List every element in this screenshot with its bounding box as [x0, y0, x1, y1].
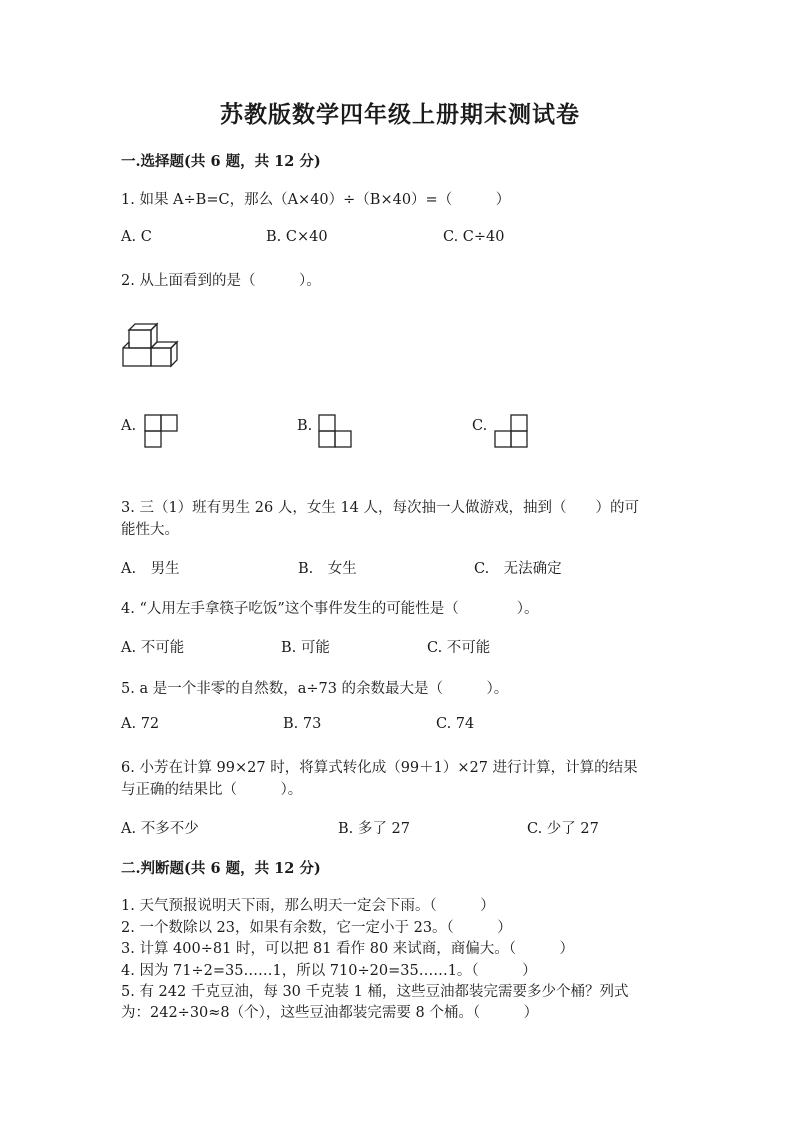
- cube-stack-figure: [120, 322, 182, 368]
- view-option-c-figure: [494, 414, 528, 448]
- judgement-item: 5. 有 242 千克豆油，每 30 千克装 1 桶，这些豆油都装完需要多少个桶？列式: [121, 984, 629, 1000]
- q5-option-a: A. 72: [121, 716, 160, 732]
- q2-option-a: A.: [121, 418, 137, 434]
- q1-option-a: A. C: [121, 229, 152, 245]
- question-4: 4. “人用左手拿筷子吃饭”这个事件发生的可能性是（ ）。: [121, 601, 539, 617]
- q6-option-b: B. 多了 27: [338, 821, 410, 837]
- judgement-item: 1. 天气预报说明天下雨，那么明天一定会下雨。（ ）: [121, 898, 495, 914]
- q1-option-c: C. C÷40: [443, 229, 505, 245]
- judgement-item: 3. 计算 400÷81 时，可以把 81 看作 80 来试商，商偏大。（ ）: [121, 941, 575, 957]
- q2-option-c: C.: [472, 418, 488, 434]
- q4-option-c: C. 不可能: [427, 640, 491, 656]
- q1-option-b: B. C×40: [266, 229, 328, 245]
- judgement-item-continuation: 为：242÷30≈8（个），这些豆油都装完需要 8 个桶。（ ）: [121, 1005, 539, 1021]
- page-title: 苏教版数学四年级上册期末测试卷: [220, 101, 580, 128]
- q6-option-c: C. 少了 27: [527, 821, 599, 837]
- q3-option-b: B. 女生: [298, 561, 357, 577]
- judgement-item: 4. 因为 71÷2=35……1，所以 710÷20=35……1。（ ）: [121, 963, 537, 979]
- question-3-line1: 3. 三（1）班有男生 26 人，女生 14 人，每次抽一人做游戏，抽到（ ）的可: [121, 500, 640, 516]
- view-option-b-figure: [318, 414, 352, 448]
- question-5: 5. a 是一个非零的自然数，a÷73 的余数最大是（ ）。: [121, 681, 509, 697]
- question-3-line2: 能性大。: [121, 522, 179, 538]
- q4-option-a: A. 不可能: [121, 640, 185, 656]
- q5-option-c: C. 74: [436, 716, 475, 732]
- section-heading-judgement: 二.判断题(共 6 题，共 12 分): [121, 860, 321, 877]
- section-heading-choice: 一.选择题(共 6 题，共 12 分): [121, 153, 321, 170]
- q6-option-a: A. 不多不少: [121, 821, 199, 837]
- question-1: 1. 如果 A÷B=C，那么（A×40）÷（B×40）=（ ）: [121, 192, 511, 208]
- q2-option-b: B.: [297, 418, 313, 434]
- judgement-item: 2. 一个数除以 23，如果有余数，它一定小于 23。（ ）: [121, 920, 512, 936]
- q5-option-b: B. 73: [283, 716, 322, 732]
- q3-option-a: A. 男生: [121, 561, 180, 577]
- question-2: 2. 从上面看到的是（ ）。: [121, 273, 321, 289]
- view-option-a-figure: [144, 414, 178, 448]
- question-6-line2: 与正确的结果比（ ）。: [121, 782, 303, 798]
- question-6-line1: 6. 小芳在计算 99×27 时，将算式转化成（99＋1）×27 进行计算，计算的结果: [121, 760, 638, 776]
- q3-option-c: C. 无法确定: [474, 561, 562, 577]
- q4-option-b: B. 可能: [281, 640, 330, 656]
